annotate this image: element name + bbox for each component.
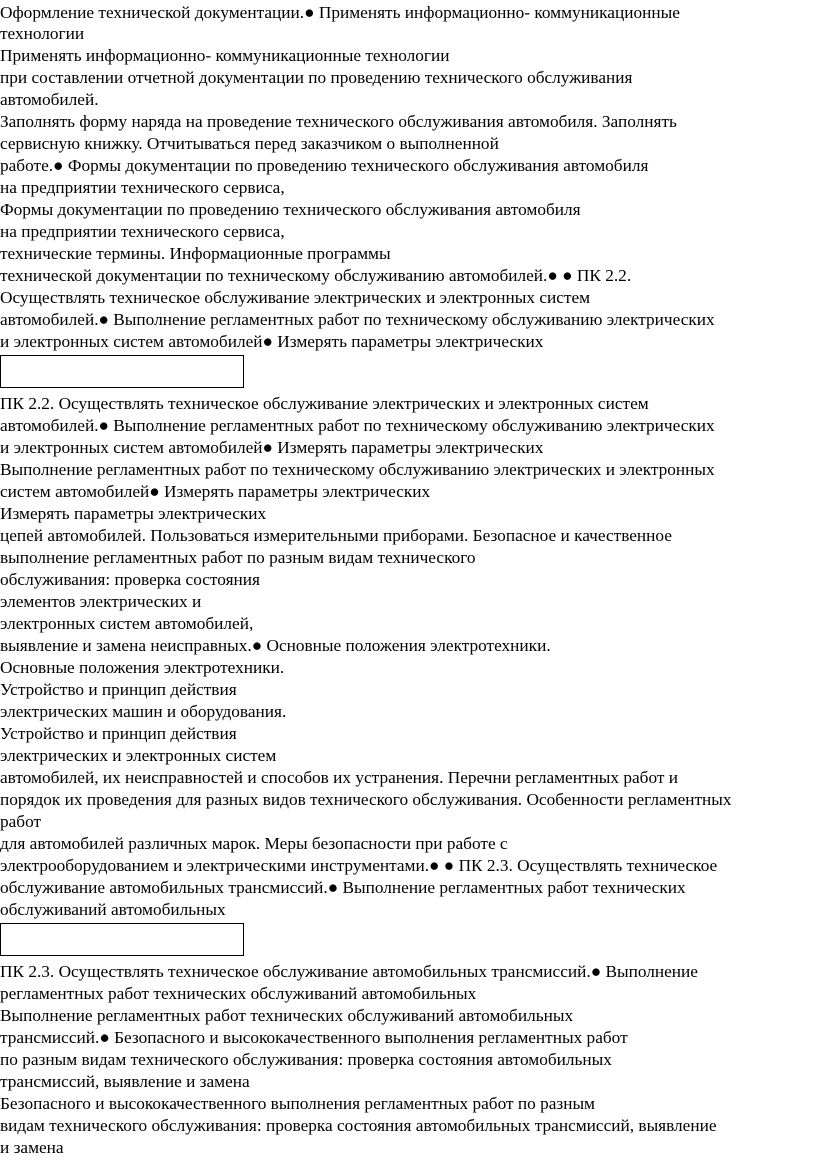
text-line: сервисную книжку. Отчитываться перед заказчиком о выполненной [0,134,499,153]
text-line: трансмиссий, выявление и замена [0,1072,250,1091]
text-line: по разным видам технического обслуживания: проверка состояния автомобильных [0,1050,612,1069]
text-line: Формы документации по проведению технического обслуживания автомобиля [0,200,581,219]
text-line: обслуживаний автомобильных [0,900,226,919]
text-line: электрических и электронных систем [0,746,277,765]
text-line: и электронных систем автомобилей● Измерять параметры электрических [0,332,544,351]
text-line: систем автомобилей● Измерять параметры электрических [0,482,431,501]
text-line: Применять информационно- коммуникационные технологии [0,46,450,65]
text-line: при составлении отчетной документации по проведению технического обслуживания [0,68,633,87]
text-line: технические термины. Информационные программы [0,244,391,263]
text-line: обслуживание автомобильных трансмиссий.● Выполнение регламентных работ технических [0,878,686,897]
text-line: Основные положения электротехники. [0,658,285,677]
text-line: Оформление технической документации.● Применять информационно- коммуникационные [0,3,680,22]
text-line: работ [0,812,42,831]
text-line: на предприятии технического сервиса, [0,178,285,197]
text-line: электрических машин и оборудования. [0,702,287,721]
text-line: на предприятии технического сервиса, [0,222,285,241]
text-line: Безопасного и высококачественного выполнения регламентных работ по разным [0,1094,595,1113]
text-line: Устройство и принцип действия [0,680,237,699]
text-line: Осуществлять техническое обслуживание электрических и электронных систем [0,288,591,307]
text-line: Выполнение регламентных работ по техническому обслуживанию электрических и электронных [0,460,715,479]
text-line: Измерять параметры электрических [0,504,267,523]
text-line: порядок их проведения для разных видов технического обслуживания. Особенности регламентных [0,790,732,809]
text-line: автомобилей. [0,90,99,109]
text-line: трансмиссий.● Безопасного и высококачественного выполнения регламентных работ [0,1028,628,1047]
text-line: автомобилей.● Выполнение регламентных работ по техническому обслуживанию электрических [0,310,715,329]
text-line: автомобилей, их неисправностей и способов их устранения. Перечни регламентных работ и [0,768,678,787]
text-line: для автомобилей различных марок. Меры безопасности при работе с [0,834,508,853]
empty-table-cell [0,923,244,956]
text-line: работе.● Формы документации по проведению технического обслуживания автомобиля [0,156,649,175]
text-line: Заполнять форму наряда на проведение технического обслуживания автомобиля. Заполнять [0,112,677,131]
text-line: выявление и замена неисправных.● Основные положения электротехники. [0,636,551,655]
empty-table-cell [0,355,244,388]
text-line: видам технического обслуживания: проверка состояния автомобильных трансмиссий, выявление [0,1116,717,1135]
text-line: электронных систем автомобилей, [0,614,254,633]
text-line: и электронных систем автомобилей● Измерять параметры электрических [0,438,544,457]
text-line: обслуживания: проверка состояния [0,570,260,589]
text-line: автомобилей.● Выполнение регламентных работ по техническому обслуживанию электрических [0,416,715,435]
text-line: технической документации по техническому обслуживанию автомобилей.● ● ПК 2.2. [0,266,632,285]
text-line: технологии [0,24,85,43]
text-line: Выполнение регламентных работ технических обслуживаний автомобильных [0,1006,574,1025]
text-line: цепей автомобилей. Пользоваться измерительными приборами. Безопасное и качественное [0,526,672,545]
text-line: ПК 2.3. Осуществлять техническое обслуживание автомобильных трансмиссий.● Выполнение [0,962,698,981]
text-line: выполнение регламентных работ по разным видам технического [0,548,476,567]
text-line: и замена [0,1138,64,1157]
text-line: Устройство и принцип действия [0,724,237,743]
text-line: ПК 2.2. Осуществлять техническое обслуживание электрических и электронных систем [0,394,649,413]
text-line: электрооборудованием и электрическими инструментами.● ● ПК 2.3. Осуществлять техническое [0,856,718,875]
text-line: регламентных работ технических обслуживаний автомобильных [0,984,477,1003]
text-line: элементов электрических и [0,592,202,611]
